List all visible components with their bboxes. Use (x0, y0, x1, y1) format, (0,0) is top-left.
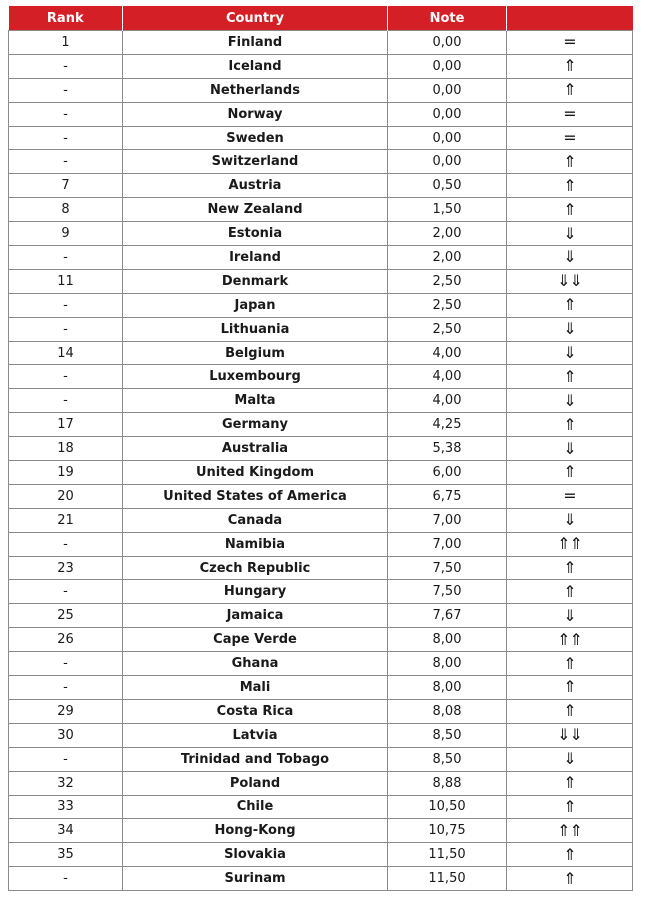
rank-cell: 23 (9, 556, 123, 580)
trend-cell: ⇑ (507, 652, 633, 676)
country-cell: Estonia (123, 222, 388, 246)
note-cell: 8,88 (388, 771, 507, 795)
note-cell: 2,50 (388, 293, 507, 317)
table-row (9, 54, 633, 78)
table-row (9, 31, 633, 55)
table-row (9, 150, 633, 174)
rank-cell: 30 (9, 723, 123, 747)
rank-cell: 8 (9, 198, 123, 222)
note-cell: 1,50 (388, 198, 507, 222)
table-row (9, 484, 633, 508)
note-cell: 8,50 (388, 723, 507, 747)
note-cell: 0,50 (388, 174, 507, 198)
trend-cell: = (507, 31, 633, 55)
note-cell: 4,00 (388, 341, 507, 365)
trend-cell: ⇓ (507, 389, 633, 413)
note-cell: 2,00 (388, 222, 507, 246)
country-cell: Hong-Kong (123, 819, 388, 843)
rank-cell: - (9, 652, 123, 676)
trend-cell: = (507, 102, 633, 126)
table-row (9, 771, 633, 795)
rank-cell: - (9, 317, 123, 341)
rank-cell: - (9, 102, 123, 126)
country-cell: Luxembourg (123, 365, 388, 389)
trend-cell: ⇓ (507, 508, 633, 532)
table-row (9, 676, 633, 700)
country-cell: United States of America (123, 484, 388, 508)
note-cell: 10,50 (388, 795, 507, 819)
trend-cell: ⇑ (507, 150, 633, 174)
country-cell: Japan (123, 293, 388, 317)
table-row (9, 389, 633, 413)
country-cell: Lithuania (123, 317, 388, 341)
table-row (9, 819, 633, 843)
country-cell: Belgium (123, 341, 388, 365)
table-row (9, 867, 633, 891)
trend-cell: ⇑ (507, 771, 633, 795)
country-cell: Namibia (123, 532, 388, 556)
trend-cell: ⇓ (507, 437, 633, 461)
trend-cell: ⇑⇑ (507, 532, 633, 556)
rank-cell: - (9, 246, 123, 270)
rank-cell: - (9, 389, 123, 413)
trend-cell: = (507, 484, 633, 508)
ranking-table (8, 6, 633, 891)
note-cell: 4,25 (388, 413, 507, 437)
table-row (9, 222, 633, 246)
table-row (9, 413, 633, 437)
note-cell: 4,00 (388, 389, 507, 413)
country-cell: New Zealand (123, 198, 388, 222)
table-row (9, 604, 633, 628)
note-cell: 0,00 (388, 78, 507, 102)
note-cell: 0,00 (388, 126, 507, 150)
note-cell: 8,00 (388, 652, 507, 676)
country-cell: Chile (123, 795, 388, 819)
rank-cell: - (9, 150, 123, 174)
rank-cell: - (9, 78, 123, 102)
trend-cell: ⇑ (507, 580, 633, 604)
note-cell: 6,75 (388, 484, 507, 508)
country-cell: Denmark (123, 269, 388, 293)
table-row (9, 461, 633, 485)
trend-cell: ⇑ (507, 174, 633, 198)
rank-cell: 35 (9, 843, 123, 867)
rank-cell: 1 (9, 31, 123, 55)
note-cell: 6,00 (388, 461, 507, 485)
trend-cell: ⇓ (507, 747, 633, 771)
table-row (9, 532, 633, 556)
note-cell: 2,50 (388, 269, 507, 293)
table-row (9, 174, 633, 198)
trend-cell: ⇑ (507, 867, 633, 891)
note-cell: 2,50 (388, 317, 507, 341)
rank-cell: - (9, 747, 123, 771)
note-cell: 7,67 (388, 604, 507, 628)
country-header: Country (123, 6, 388, 31)
trend-cell: ⇓⇓ (507, 723, 633, 747)
trend-cell: ⇑ (507, 413, 633, 437)
country-cell: Canada (123, 508, 388, 532)
trend-cell: ⇓ (507, 604, 633, 628)
note-cell: 7,50 (388, 556, 507, 580)
note-cell: 11,50 (388, 867, 507, 891)
country-cell: Slovakia (123, 843, 388, 867)
country-cell: Jamaica (123, 604, 388, 628)
table-row (9, 843, 633, 867)
table-row (9, 341, 633, 365)
country-cell: Malta (123, 389, 388, 413)
note-cell: 8,50 (388, 747, 507, 771)
trend-cell: ⇑ (507, 676, 633, 700)
table-row (9, 556, 633, 580)
table-row (9, 795, 633, 819)
rank-cell: - (9, 54, 123, 78)
rank-cell: - (9, 867, 123, 891)
note-cell: 8,00 (388, 628, 507, 652)
trend-cell: ⇓ (507, 341, 633, 365)
trend-cell: ⇑⇑ (507, 628, 633, 652)
country-cell: Germany (123, 413, 388, 437)
trend-cell: ⇑ (507, 365, 633, 389)
trend-cell: ⇑ (507, 795, 633, 819)
table-row (9, 198, 633, 222)
table-row (9, 508, 633, 532)
trend-cell: ⇑ (507, 293, 633, 317)
country-cell: Mali (123, 676, 388, 700)
rank-cell: 11 (9, 269, 123, 293)
rank-cell: 17 (9, 413, 123, 437)
country-cell: Trinidad and Tobago (123, 747, 388, 771)
country-cell: Hungary (123, 580, 388, 604)
note-cell: 5,38 (388, 437, 507, 461)
trend-cell: ⇑ (507, 843, 633, 867)
note-cell: 7,00 (388, 508, 507, 532)
table-row (9, 723, 633, 747)
table-row (9, 365, 633, 389)
trend-cell: = (507, 126, 633, 150)
trend-cell: ⇑⇑ (507, 819, 633, 843)
trend-cell: ⇓ (507, 246, 633, 270)
trend-cell: ⇓ (507, 222, 633, 246)
rank-cell: - (9, 676, 123, 700)
trend-cell: ⇑ (507, 699, 633, 723)
note-cell: 0,00 (388, 150, 507, 174)
country-cell: Costa Rica (123, 699, 388, 723)
country-cell: Ireland (123, 246, 388, 270)
country-cell: United Kingdom (123, 461, 388, 485)
table-row (9, 652, 633, 676)
rank-cell: 9 (9, 222, 123, 246)
note-header: Note (388, 6, 507, 31)
rank-cell: 19 (9, 461, 123, 485)
trend-cell: ⇑ (507, 78, 633, 102)
country-cell: Poland (123, 771, 388, 795)
rank-cell: - (9, 365, 123, 389)
table-row (9, 699, 633, 723)
rank-cell: 18 (9, 437, 123, 461)
note-cell: 7,50 (388, 580, 507, 604)
table-body (9, 31, 633, 891)
country-cell: Czech Republic (123, 556, 388, 580)
rank-cell: 32 (9, 771, 123, 795)
trend-cell: ⇑ (507, 198, 633, 222)
table-row (9, 293, 633, 317)
note-cell: 7,00 (388, 532, 507, 556)
trend-cell: ⇓⇓ (507, 269, 633, 293)
country-cell: Latvia (123, 723, 388, 747)
rank-cell: 14 (9, 341, 123, 365)
country-cell: Austria (123, 174, 388, 198)
table-row (9, 126, 633, 150)
country-cell: Netherlands (123, 78, 388, 102)
trend-header (507, 6, 633, 31)
country-cell: Norway (123, 102, 388, 126)
trend-cell: ⇓ (507, 317, 633, 341)
note-cell: 2,00 (388, 246, 507, 270)
note-cell: 11,50 (388, 843, 507, 867)
note-cell: 8,08 (388, 699, 507, 723)
rank-cell: - (9, 126, 123, 150)
table-row (9, 747, 633, 771)
country-cell: Switzerland (123, 150, 388, 174)
note-cell: 4,00 (388, 365, 507, 389)
note-cell: 0,00 (388, 102, 507, 126)
table-row (9, 78, 633, 102)
trend-cell: ⇑ (507, 54, 633, 78)
table-row (9, 317, 633, 341)
country-cell: Iceland (123, 54, 388, 78)
note-cell: 8,00 (388, 676, 507, 700)
rank-header: Rank (9, 6, 123, 31)
trend-cell: ⇑ (507, 556, 633, 580)
rank-cell: - (9, 293, 123, 317)
country-cell: Ghana (123, 652, 388, 676)
rank-cell: 33 (9, 795, 123, 819)
table-row (9, 269, 633, 293)
country-cell: Australia (123, 437, 388, 461)
table-row (9, 246, 633, 270)
trend-cell: ⇑ (507, 461, 633, 485)
rank-cell: 7 (9, 174, 123, 198)
rank-cell: 29 (9, 699, 123, 723)
rank-cell: 21 (9, 508, 123, 532)
rank-cell: 20 (9, 484, 123, 508)
country-cell: Cape Verde (123, 628, 388, 652)
note-cell: 0,00 (388, 54, 507, 78)
rank-cell: 26 (9, 628, 123, 652)
header-row (9, 6, 633, 31)
country-cell: Finland (123, 31, 388, 55)
note-cell: 0,00 (388, 31, 507, 55)
rank-cell: 25 (9, 604, 123, 628)
note-cell: 10,75 (388, 819, 507, 843)
country-cell: Surinam (123, 867, 388, 891)
rank-cell: - (9, 532, 123, 556)
table-row (9, 580, 633, 604)
table-row (9, 102, 633, 126)
rank-cell: - (9, 580, 123, 604)
table-row (9, 628, 633, 652)
country-cell: Sweden (123, 126, 388, 150)
rank-cell: 34 (9, 819, 123, 843)
table-row (9, 437, 633, 461)
